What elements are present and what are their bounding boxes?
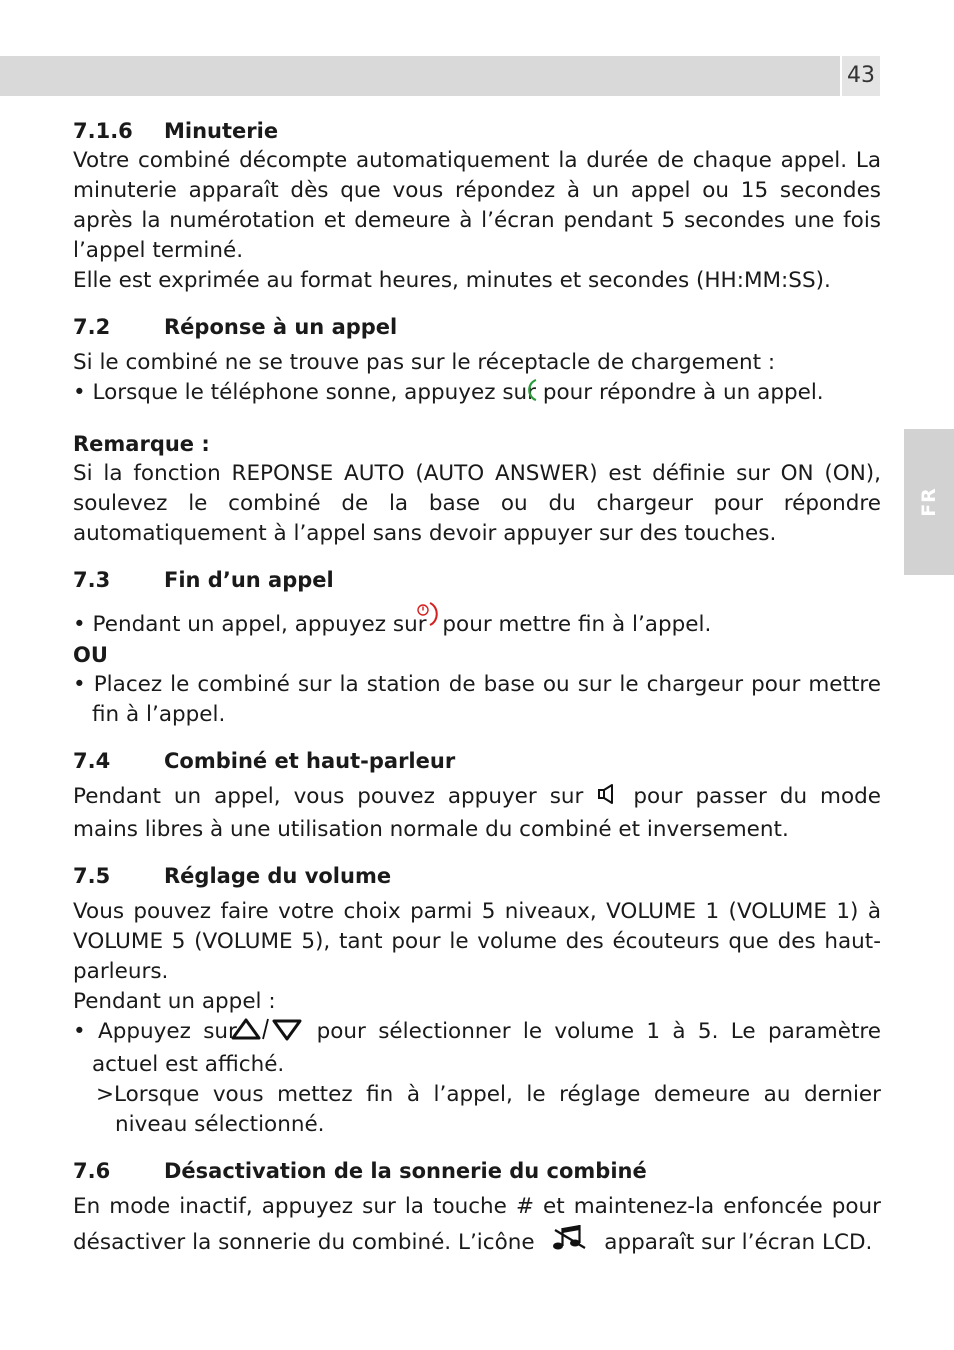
language-tab-label: FR [918,487,940,517]
paragraph [73,782,881,845]
section-number: 7.4 [73,749,111,773]
text: Pendant un appel, vous pouvez appuyer sur [73,784,584,809]
bullet-item [73,1017,881,1080]
note-heading: Remarque : [73,432,210,456]
speaker-key-icon [596,782,620,815]
section-heading-73 [73,565,881,595]
text: • Lorsque le téléphone sonne, appuyez sur [73,380,536,405]
section-title: Combiné et haut-parleur [164,749,456,773]
text: pour passer du mode mains libres à une utilisation normale du combiné et inversement. [73,784,881,842]
ringer-off-icon [551,1222,587,1261]
section-number: 7.3 [73,568,111,592]
section-heading-716 [73,116,881,146]
sub-item: >Lorsque vous mettez fin à l’appel, le réglage demeure au dernier niveau sélectionné. [96,1082,881,1137]
bullet-item [73,378,881,411]
text: • Pendant un appel, appuyez sur [73,612,427,637]
page-content [73,116,881,1261]
text: pour mettre fin à l’appel. [442,612,712,637]
volume-up-down-icon [249,1017,304,1050]
section-number: 7.2 [73,315,111,339]
note-text: Si la fonction REPONSE AUTO (AUTO ANSWER) est définie sur ON (ON), soulevez le combiné de la base ou du chargeur pour répondre automatiquement à l’appel sans devoir appuyer sur des touches. [73,461,881,546]
bullet-item [73,601,881,640]
paragraph: Pendant un appel : [73,989,276,1014]
section-heading-72 [73,312,881,342]
paragraph: Votre combiné décompte automatiquement la durée de chaque appel. La minuterie apparaît dès que vous répondez à un appel ou 15 secondes après la numérotation et demeure à l’écran pendant 5 secondes une fois l’appel terminé. [73,148,881,263]
section-title: Désactivation de la sonnerie du combiné [164,1159,647,1183]
section-number: 7.5 [73,864,111,888]
or-label: OU [73,643,108,667]
section-number: 7.6 [73,1159,111,1183]
page-number: 43 [842,56,880,96]
section-title: Réglage du volume [164,864,392,888]
section-title: Réponse à un appel [164,315,398,339]
header-bar [0,56,840,96]
section-title: Minuterie [164,119,279,143]
text: apparaît sur l’écran LCD. [604,1230,873,1255]
paragraph [73,1192,881,1261]
text: En mode inactif, appuyez sur la touche # et maintenez-la enfoncée pour désactiver la sonnerie du combiné. L’icône [73,1194,881,1255]
paragraph: Vous pouvez faire votre choix parmi 5 niveaux, VOLUME 1 (VOLUME 1) à VOLUME 5 (VOLUME 5), tant pour le volume des écouteurs que des haut-parleurs. [73,899,881,984]
paragraph: Si le combiné ne se trouve pas sur le réceptacle de chargement : [73,350,776,375]
paragraph: Elle est exprimée au format heures, minutes et secondes (HH:MM:SS). [73,268,831,293]
section-heading-76 [73,1156,881,1186]
language-tab [904,429,954,575]
text: pour sélectionner le volume 1 à 5. Le paramètre actuel est affiché. [92,1019,881,1077]
section-number: 7.1.6 [73,119,133,143]
section-heading-74 [73,746,881,776]
section-heading-75 [73,861,881,891]
section-title: Fin d’un appel [164,568,334,592]
text: • Appuyez sur [73,1019,237,1044]
text: pour répondre à un appel. [542,380,824,405]
bullet-item: • Placez le combiné sur la station de base ou sur le chargeur pour mettre fin à l’appel. [73,672,881,727]
